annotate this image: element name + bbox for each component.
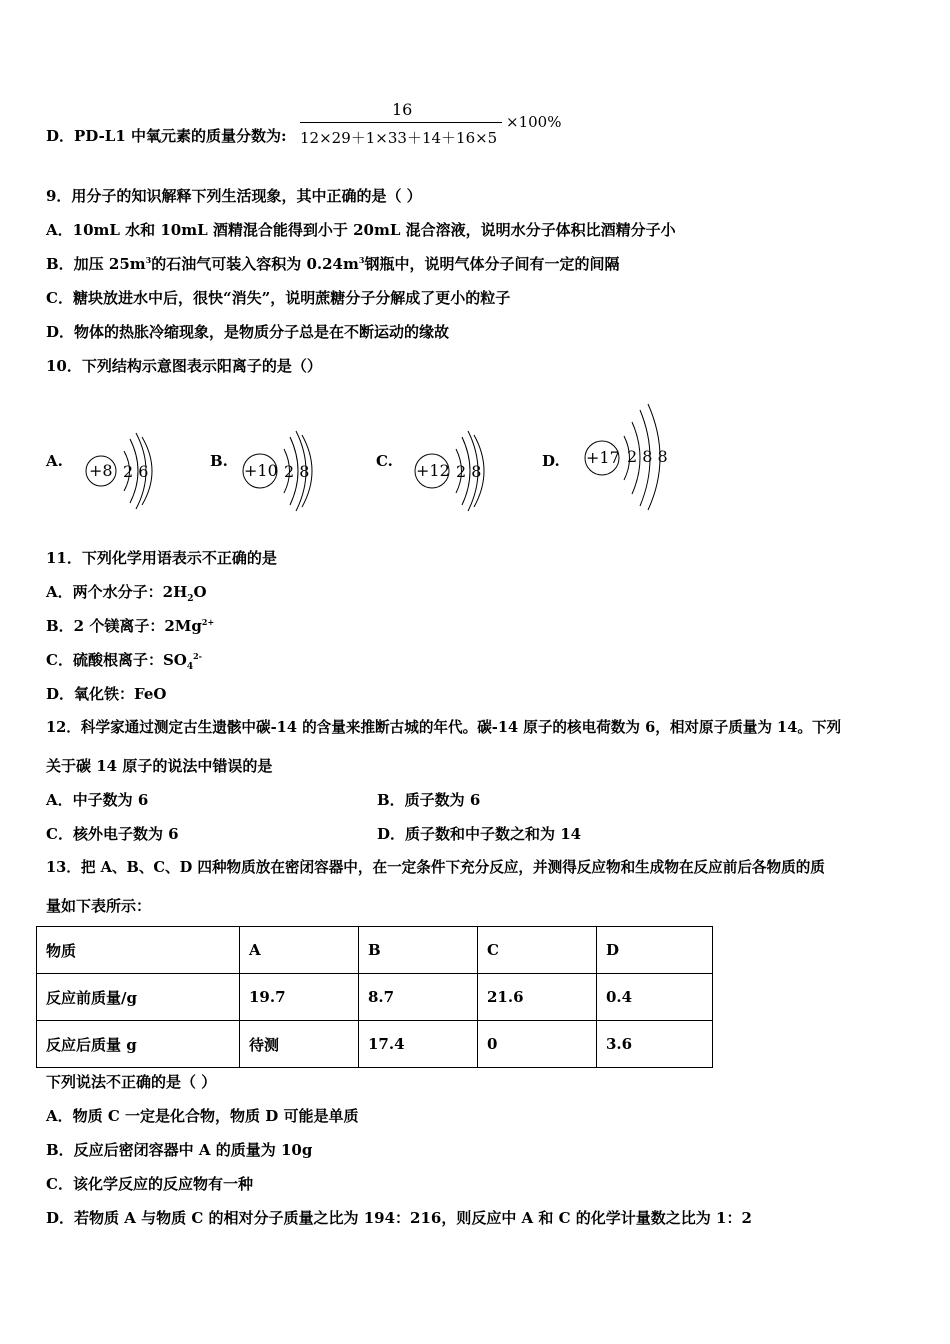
q11-option-c-sup: 2- — [193, 651, 202, 661]
table-cell: 0.4 — [597, 974, 713, 1021]
q9-option-a: A．10mL 水和 10mL 酒精混合能得到小于 20mL 混合溶液，说明水分子体积比酒精分子小 — [46, 221, 676, 239]
q12-stem-line2: 关于碳 14 原子的说法中错误的是 — [46, 757, 273, 775]
q11-option-b — [46, 616, 214, 636]
atom-diagram-a — [80, 425, 160, 515]
q9-option-b-text3: 钢瓶中，说明气体分子间有一定的间隔 — [364, 255, 620, 273]
atom-diagram-b — [238, 425, 323, 515]
q13-option-c: C．该化学反应的反应物有一种 — [46, 1175, 253, 1193]
q11-option-a-text: A．两个水分子：2H — [46, 583, 188, 601]
table-cell: 反应前质量/g — [37, 974, 240, 1021]
q13-option-a: A．物质 C 一定是化合物，物质 D 可能是单质 — [46, 1107, 359, 1125]
fraction-bar — [300, 122, 502, 123]
nucleus-charge: +8 — [89, 461, 113, 480]
q12-option-c: C．核外电子数为 6 — [46, 825, 179, 843]
q11-option-c-text: C．硫酸根离子：SO — [46, 651, 187, 669]
q11-option-b-sup: 2+ — [201, 617, 215, 627]
q9-option-b — [46, 254, 619, 274]
table-header-row — [37, 927, 713, 974]
table-row — [37, 1021, 713, 1068]
shell-electrons: 2 8 — [284, 462, 310, 481]
q10-option-d-label: D. — [542, 452, 560, 470]
q9-stem: 9．用分子的知识解释下列生活现象，其中正确的是（ ） — [46, 187, 422, 205]
q10-option-a-label: A. — [46, 452, 63, 470]
table-cell: 待测 — [240, 1021, 359, 1068]
q11-stem: 11．下列化学用语表示不正确的是 — [46, 549, 277, 567]
q13-stem-line2: 量如下表所示： — [46, 897, 152, 915]
q13-option-d: D．若物质 A 与物质 C 的相对分子质量之比为 194：216，则反应中 A 和 C 的化学计量数之比为 1：2 — [46, 1209, 752, 1227]
nucleus-charge: +12 — [416, 461, 450, 480]
q9-option-d: D．物体的热胀冷缩现象，是物质分子总是在不断运动的缘故 — [46, 323, 450, 341]
q11-option-b-text: B．2 个镁离子：2Mg — [46, 617, 202, 635]
q9-option-c: C．糖块放进水中后，很快“消失”，说明蔗糖分子分解成了更小的粒子 — [46, 289, 511, 307]
q11-option-a — [46, 582, 207, 602]
mass-table — [36, 926, 713, 1068]
table-cell: D — [597, 927, 713, 974]
nucleus-charge: +17 — [586, 448, 620, 467]
shell-electrons: 2 8 8 — [627, 447, 668, 466]
table-cell: B — [359, 927, 478, 974]
table-cell: 0 — [478, 1021, 597, 1068]
q11-option-c — [46, 650, 202, 670]
q9-option-b-text2: 的石油气可装入容积为 0.24m — [151, 255, 359, 273]
table-cell: 8.7 — [359, 974, 478, 1021]
q13-prompt: 下列说法不正确的是（ ） — [46, 1073, 217, 1091]
table-row — [37, 974, 713, 1021]
shell-electrons: 2 8 — [456, 462, 482, 481]
q10-stem: 10．下列结构示意图表示阳离子的是（） — [46, 357, 322, 375]
table-cell: 19.7 — [240, 974, 359, 1021]
table-cell: 物质 — [37, 927, 240, 974]
table-cell: 21.6 — [478, 974, 597, 1021]
fraction-denominator: 12×29＋1×33＋14＋16×5 — [300, 129, 498, 147]
q12-option-b: B．质子数为 6 — [377, 791, 481, 809]
q9-option-b-sup1: 3 — [145, 255, 152, 265]
q10-option-b-label: B. — [210, 452, 228, 470]
q8-option-d — [46, 126, 287, 146]
q11-option-a-tail: O — [193, 583, 207, 601]
table-cell: A — [240, 927, 359, 974]
atom-diagram-d — [582, 398, 677, 513]
q11-option-a-sub: 2 — [187, 594, 194, 604]
atom-diagram-c — [410, 425, 495, 515]
shell-electrons: 2 6 — [123, 462, 149, 481]
q9-option-b-text1: B．加压 25m — [46, 255, 146, 273]
q8-option-d-label: D．PD-L1 中氧元素的质量分数为: — [46, 127, 287, 145]
table-cell: C — [478, 927, 597, 974]
q13-stem-line1: 13．把 A、B、C、D 四种物质放在密闭容器中，在一定条件下充分反应，并测得反应物和生成物在反应前后各物质的质 — [46, 859, 825, 876]
table-cell: 17.4 — [359, 1021, 478, 1068]
q12-option-d: D．质子数和中子数之和为 14 — [377, 825, 582, 843]
fraction-multiplier: ×100% — [506, 113, 562, 131]
nucleus-charge: +10 — [244, 461, 278, 480]
q12-stem-line1: 12．科学家通过测定古生遗骸中碳-14 的含量来推断古城的年代。碳-14 原子的核电荷数为 6，相对原子质量为 14。下列 — [46, 719, 842, 736]
q11-option-c-sub: 4 — [186, 662, 194, 672]
fraction-numerator: 16 — [392, 100, 413, 119]
q13-option-b: B．反应后密闭容器中 A 的质量为 10g — [46, 1141, 313, 1159]
q12-option-a: A．中子数为 6 — [46, 791, 149, 809]
table-cell: 3.6 — [597, 1021, 713, 1068]
table-cell: 反应后质量 g — [37, 1021, 240, 1068]
q10-option-c-label: C. — [376, 452, 393, 470]
q11-option-d: D．氧化铁：FeO — [46, 685, 167, 703]
q9-option-b-sup2: 3 — [358, 255, 365, 265]
